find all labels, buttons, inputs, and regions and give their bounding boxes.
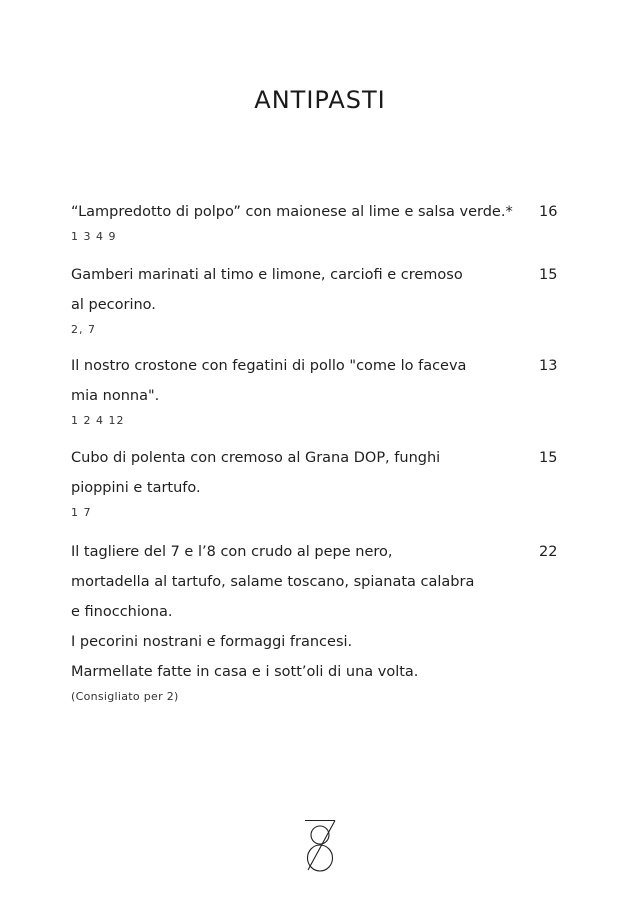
menu-item-description-line: e finocchiona. xyxy=(71,604,173,620)
menu-item-price: 22 xyxy=(539,544,558,560)
menu-item-description-line: mortadella al tartufo, salame toscano, spianata calabra xyxy=(71,574,475,590)
menu-item-crostone xyxy=(71,351,571,429)
menu-item-polenta xyxy=(71,443,571,521)
menu-item-description-line: Il tagliere del 7 e l’8 con crudo al pepe nero, xyxy=(71,544,393,560)
menu-section-title: ANTIPASTI xyxy=(254,86,386,114)
menu-item-serving-note: (Consigliato per 2) xyxy=(71,690,179,703)
menu-item-description-line: Il nostro crostone con fegatini di pollo "come lo faceva xyxy=(71,358,467,374)
menu-item-allergens: 1 3 4 9 xyxy=(71,230,117,243)
menu-item-allergens: 1 7 xyxy=(71,506,92,519)
menu-item-description-line: pioppini e tartufo. xyxy=(71,480,201,496)
menu-item-allergens: 1 2 4 12 xyxy=(71,414,125,427)
menu-item-price: 13 xyxy=(539,358,558,374)
menu-item-price: 15 xyxy=(539,267,558,283)
menu-item-lampredotto xyxy=(71,197,571,245)
seven-eight-monogram-icon xyxy=(302,818,338,874)
menu-item-description-line: mia nonna". xyxy=(71,388,160,404)
menu-item-description-line: Marmellate fatte in casa e i sott’oli di una volta. xyxy=(71,664,419,680)
menu-item-description-line: al pecorino. xyxy=(71,297,156,313)
menu-item-price: 15 xyxy=(539,450,558,466)
menu-item-tagliere xyxy=(71,537,571,705)
menu-item-description-line: “Lampredotto di polpo” con maionese al lime e salsa verde.* xyxy=(71,204,513,220)
menu-item-description-line: I pecorini nostrani e formaggi francesi. xyxy=(71,634,353,650)
menu-item-description-line: Gamberi marinati al timo e limone, carciofi e cremoso xyxy=(71,267,463,283)
menu-item-description-line: Cubo di polenta con cremoso al Grana DOP, funghi xyxy=(71,450,441,466)
menu-item-gamberi xyxy=(71,260,571,338)
menu-item-allergens: 2, 7 xyxy=(71,323,96,336)
menu-item-price: 16 xyxy=(539,204,558,220)
